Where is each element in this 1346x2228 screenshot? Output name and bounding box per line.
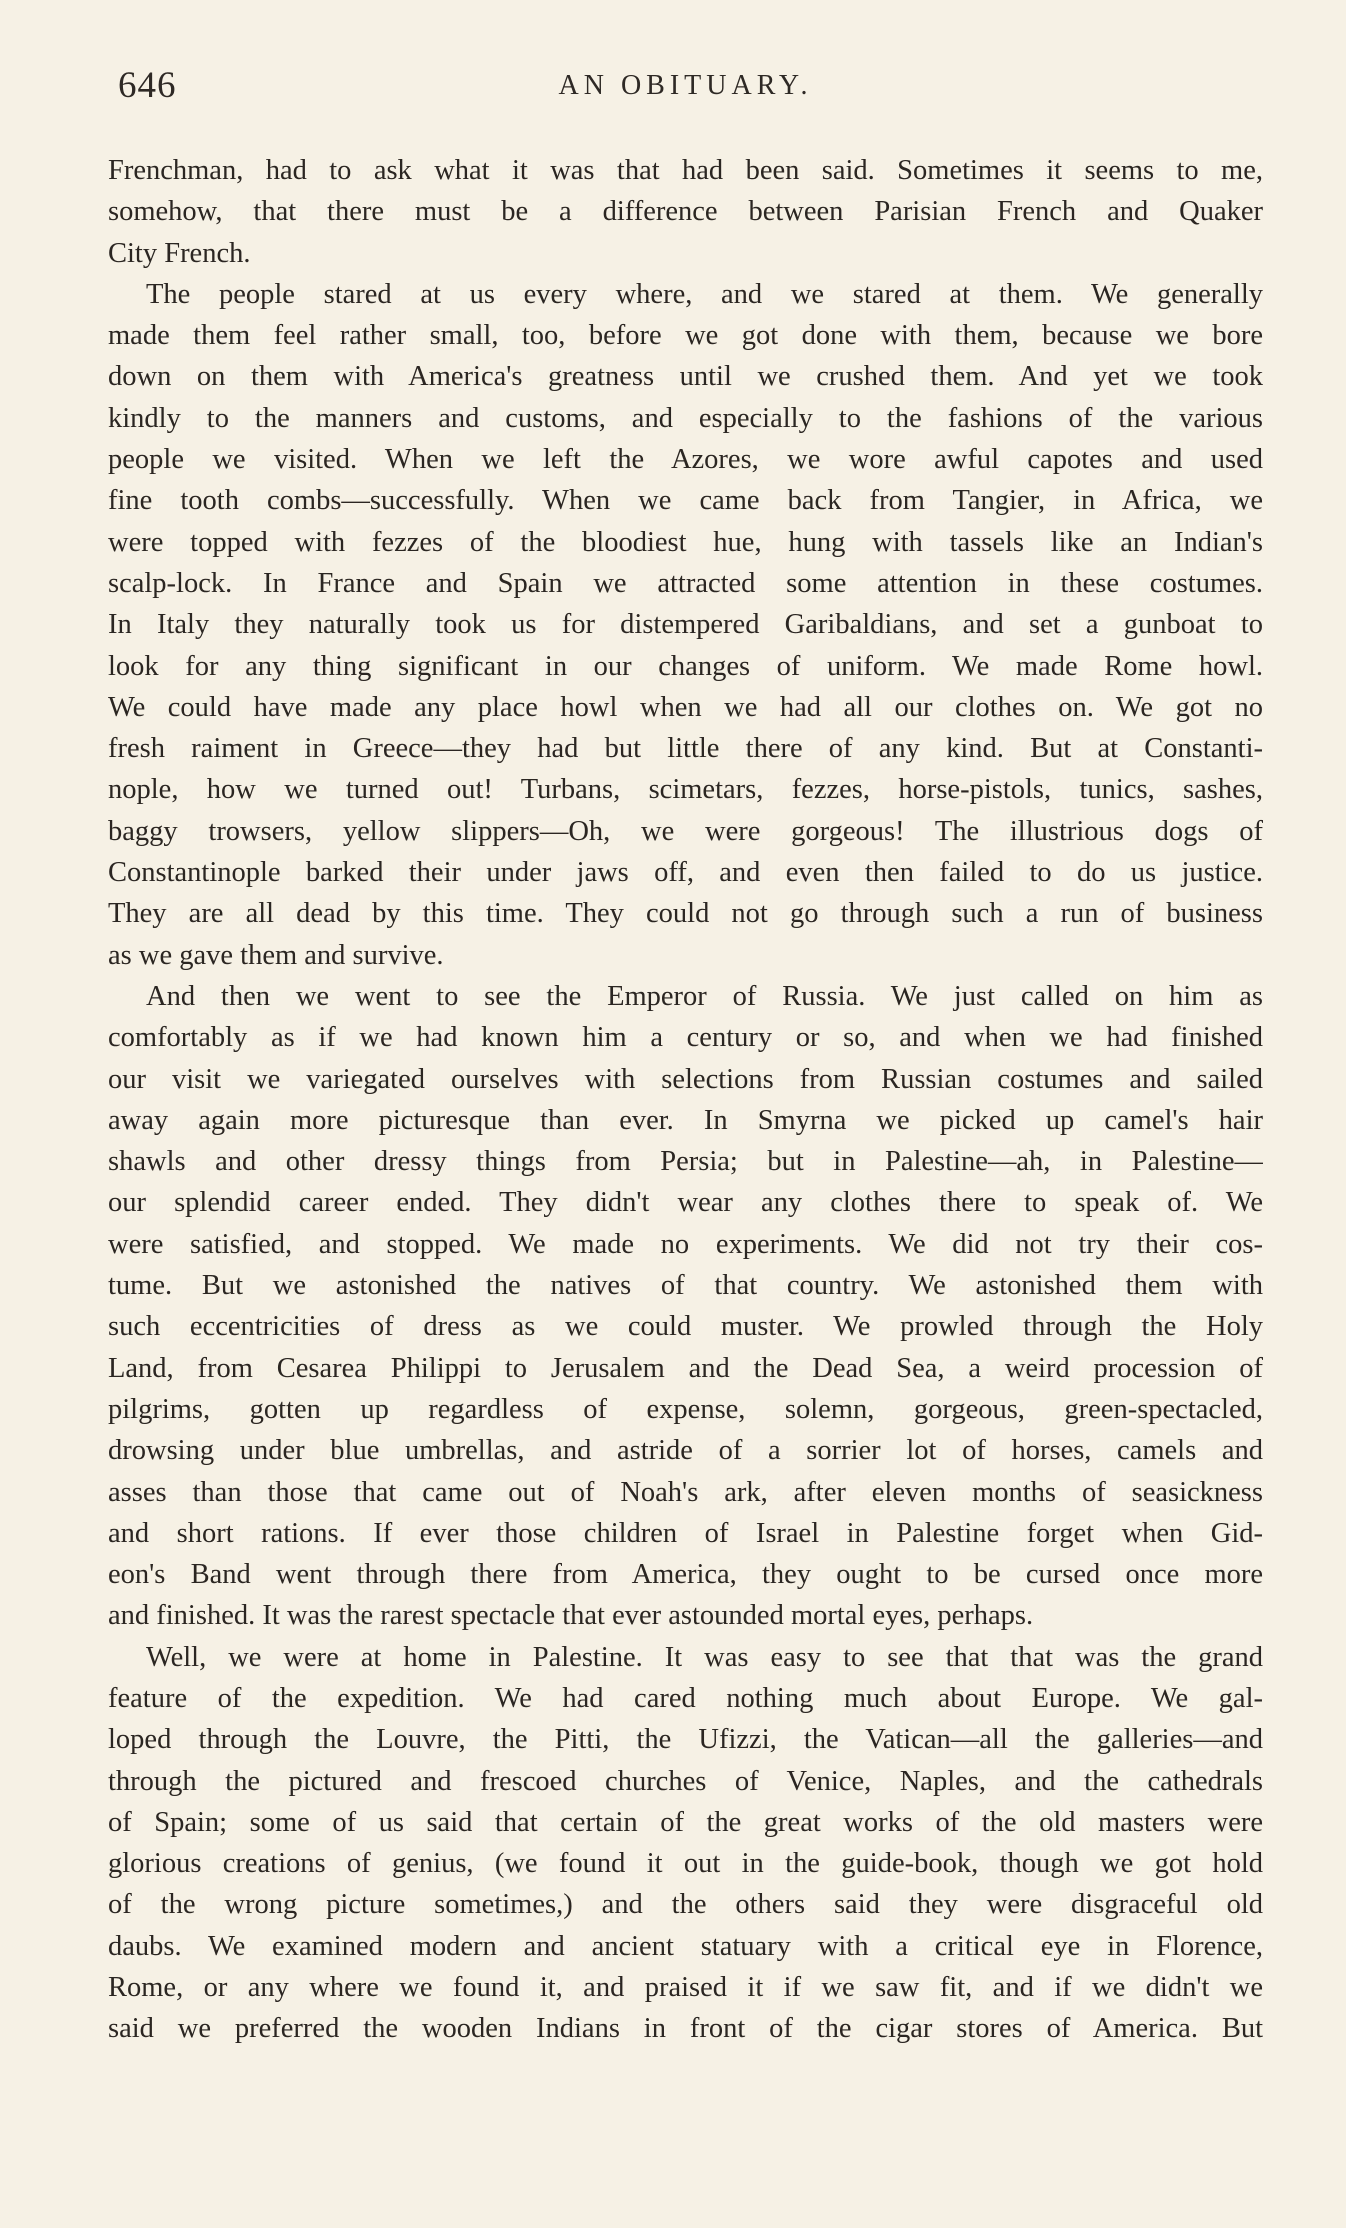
running-title: AN OBITUARY. <box>558 70 813 101</box>
text-line: fresh raiment in Greece—they had but little there of any kind. But at Constanti- <box>108 733 1263 765</box>
text-line: loped through the Louvre, the Pitti, the Ufizzi, the Vatican—all the galleries—and <box>108 1724 1263 1756</box>
text-line: baggy trowsers, yellow slippers—Oh, we were gorgeous! The illustrious dogs of <box>108 815 1263 847</box>
text-line: our splendid career ended. They didn't wear any clothes there to speak of. We <box>108 1187 1263 1219</box>
text-line: somehow, that there must be a difference between Parisian French and Quaker <box>108 196 1263 228</box>
text-line: We could have made any place howl when we had all our clothes on. We got no <box>108 691 1263 723</box>
text-line: of the wrong picture sometimes,) and the others said they were disgraceful old <box>108 1889 1263 1921</box>
text-line: They are all dead by this time. They could not go through such a run of business <box>108 898 1263 930</box>
text-line: Well, we were at home in Palestine. It was easy to see that that was the grand <box>146 1641 1263 1673</box>
text-line: daubs. We examined modern and ancient statuary with a critical eye in Florence, <box>108 1930 1263 1962</box>
text-line: In Italy they naturally took us for distempered Garibaldians, and set a gunboat to <box>108 609 1263 641</box>
text-line: shawls and other dressy things from Persia; but in Palestine—ah, in Palestine— <box>108 1146 1263 1178</box>
text-line: Land, from Cesarea Philippi to Jerusalem and the Dead Sea, a weird procession of <box>108 1352 1263 1384</box>
text-line: through the pictured and frescoed churches of Venice, Naples, and the cathedrals <box>108 1765 1263 1797</box>
text-line: The people stared at us every where, and we stared at them. We generally <box>146 278 1263 310</box>
text-line: were topped with fezzes of the bloodiest hue, hung with tassels like an Indian's <box>108 526 1263 558</box>
text-line: of Spain; some of us said that certain of the great works of the old masters were <box>108 1806 1263 1838</box>
text-line: And then we went to see the Emperor of Russia. We just called on him as <box>146 980 1263 1012</box>
text-line: said we preferred the wooden Indians in front of the cigar stores of America. But <box>108 2013 1263 2045</box>
body-text <box>108 150 1263 2050</box>
text-line: made them feel rather small, too, before we got done with them, because we bore <box>108 320 1263 352</box>
text-line: scalp-lock. In France and Spain we attracted some attention in these costumes. <box>108 567 1263 599</box>
text-line: and finished. It was the rarest spectacle that ever astounded mortal eyes, perhaps. <box>108 1600 1034 1632</box>
text-line: comfortably as if we had known him a century or so, and when we had finished <box>108 1022 1263 1054</box>
text-line: look for any thing significant in our changes of uniform. We made Rome howl. <box>108 650 1263 682</box>
text-line: glorious creations of genius, (we found it out in the guide-book, though we got hold <box>108 1848 1263 1880</box>
text-line: Frenchman, had to ask what it was that had been said. Sometimes it seems to me, <box>108 155 1263 186</box>
text-line: Rome, or any where we found it, and praised it if we saw fit, and if we didn't we <box>108 1972 1263 2004</box>
text-line: fine tooth combs—successfully. When we came back from Tangier, in Africa, we <box>108 485 1263 517</box>
text-line: feature of the expedition. We had cared nothing much about Europe. We gal- <box>108 1682 1263 1714</box>
text-line: as we gave them and survive. <box>108 939 444 971</box>
text-line: pilgrims, gotten up regardless of expense, solemn, gorgeous, green-spectacled, <box>108 1393 1263 1425</box>
text-line: drowsing under blue umbrellas, and astride of a sorrier lot of horses, camels and <box>108 1435 1263 1467</box>
text-line: City French. <box>108 237 251 269</box>
text-line: people we visited. When we left the Azores, we wore awful capotes and used <box>108 444 1263 476</box>
running-head <box>108 64 1263 114</box>
text-line: Constantinople barked their under jaws off, and even then failed to do us justice. <box>108 857 1263 889</box>
text-line: nople, how we turned out! Turbans, scimetars, fezzes, horse-pistols, tunics, sashes, <box>108 774 1263 806</box>
text-line: were satisfied, and stopped. We made no experiments. We did not try their cos- <box>108 1228 1263 1260</box>
text-line: away again more picturesque than ever. In Smyrna we picked up camel's hair <box>108 1104 1263 1136</box>
text-line: eon's Band went through there from America, they ought to be cursed once more <box>108 1559 1263 1591</box>
text-line: such eccentricities of dress as we could muster. We prowled through the Holy <box>108 1311 1263 1343</box>
text-line: kindly to the manners and customs, and especially to the fashions of the various <box>108 402 1263 434</box>
text-line: and short rations. If ever those children of Israel in Palestine forget when Gid- <box>108 1517 1263 1549</box>
text-line: down on them with America's greatness until we crushed them. And yet we took <box>108 361 1263 393</box>
page-number: 646 <box>118 65 177 106</box>
text-line: tume. But we astonished the natives of that country. We astonished them with <box>108 1270 1263 1302</box>
text-line: asses than those that came out of Noah's ark, after eleven months of seasickness <box>108 1476 1263 1508</box>
text-line: our visit we variegated ourselves with selections from Russian costumes and sailed <box>108 1063 1263 1095</box>
